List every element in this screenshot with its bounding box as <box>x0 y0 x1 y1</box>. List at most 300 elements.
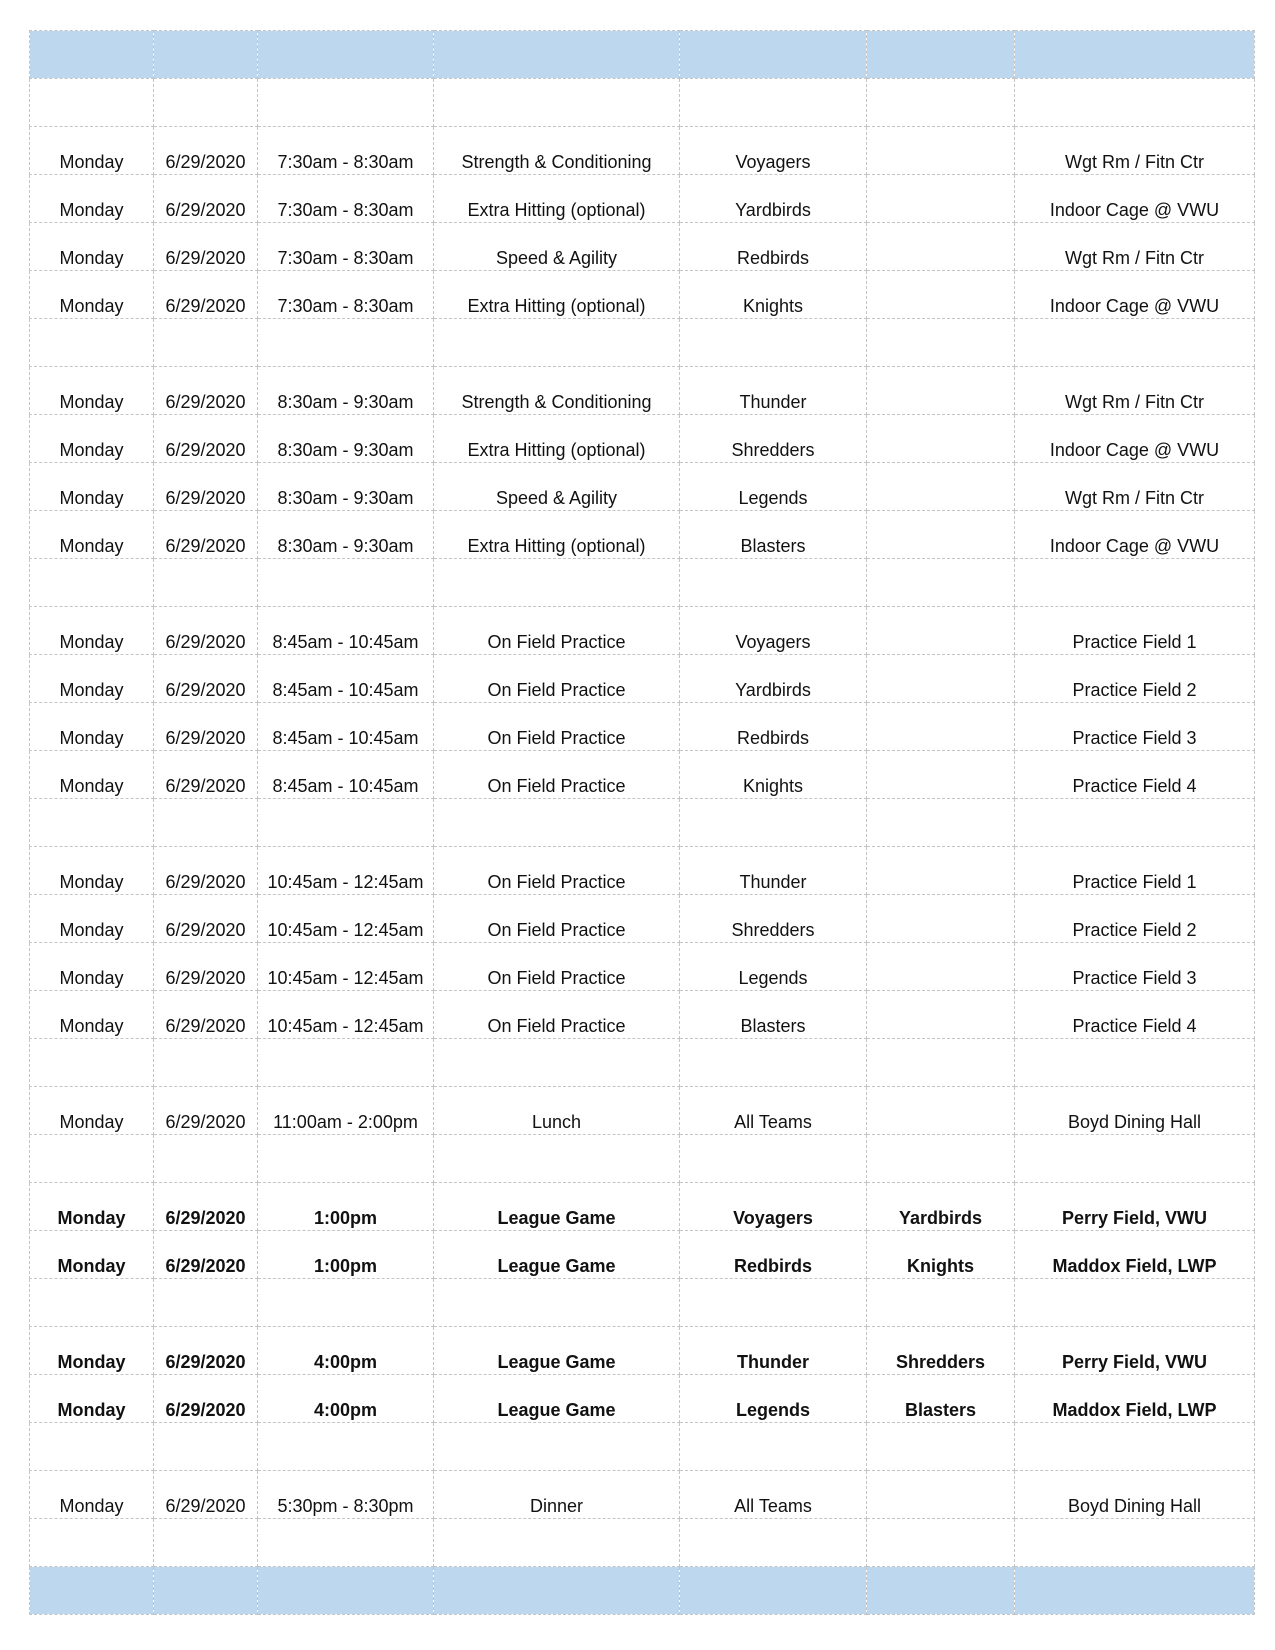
team-cell <box>680 319 867 367</box>
day-cell <box>30 1183 154 1231</box>
time-cell <box>258 895 434 943</box>
activity-cell <box>434 1087 680 1135</box>
time-cell <box>258 1327 434 1375</box>
opponent-cell <box>867 1375 1015 1423</box>
location-cell <box>1015 847 1255 895</box>
team-text: Yardbirds <box>735 200 811 220</box>
location-text: Practice Field 4 <box>1072 776 1197 796</box>
day-cell <box>30 991 154 1039</box>
team-cell <box>680 463 867 511</box>
opponent-cell <box>867 895 1015 943</box>
time-cell <box>258 1135 434 1183</box>
activity-text: On Field Practice <box>487 632 626 652</box>
blank-row <box>30 1519 1255 1567</box>
opponent-text: Blasters <box>904 1400 977 1420</box>
team-text: Knights <box>742 776 804 796</box>
location-cell <box>1015 79 1255 127</box>
location-cell <box>1015 1135 1255 1183</box>
date-text: 6/29/2020 <box>165 248 246 268</box>
team-text: Yardbirds <box>735 680 811 700</box>
team-cell <box>680 1519 867 1567</box>
blank-row <box>30 799 1255 847</box>
location-cell <box>1015 31 1255 79</box>
date-cell <box>154 223 258 271</box>
location-text: Perry Field, VWU <box>1061 1352 1208 1372</box>
location-text: Practice Field 1 <box>1072 632 1197 652</box>
opponent-cell <box>867 415 1015 463</box>
activity-cell <box>434 415 680 463</box>
date-text: 6/29/2020 <box>165 152 246 172</box>
location-cell <box>1015 463 1255 511</box>
day-text: Monday <box>59 440 124 460</box>
day-text: Monday <box>59 1112 124 1132</box>
day-cell <box>30 415 154 463</box>
location-text: Indoor Cage @ VWU <box>1049 440 1220 460</box>
event-row <box>30 415 1255 463</box>
opponent-cell <box>867 79 1015 127</box>
location-cell <box>1015 175 1255 223</box>
event-row <box>30 223 1255 271</box>
time-text: 8:30am - 9:30am <box>277 440 414 460</box>
location-text: Wgt Rm / Fitn Ctr <box>1065 248 1204 268</box>
opponent-cell <box>867 607 1015 655</box>
date-text: 6/29/2020 <box>165 728 246 748</box>
team-cell <box>680 1567 867 1615</box>
team-text: Shredders <box>731 920 815 940</box>
date-text: 6/29/2020 <box>165 392 246 412</box>
time-cell <box>258 559 434 607</box>
date-cell <box>154 1423 258 1471</box>
activity-cell <box>434 367 680 415</box>
time-text: 8:45am - 10:45am <box>272 632 419 652</box>
activity-text: Dinner <box>529 1496 584 1516</box>
day-text: Monday <box>59 488 124 508</box>
event-row <box>30 895 1255 943</box>
activity-cell <box>434 79 680 127</box>
time-text: 1:00pm <box>313 1208 378 1228</box>
opponent-cell <box>867 463 1015 511</box>
time-cell <box>258 847 434 895</box>
activity-cell <box>434 271 680 319</box>
date-cell <box>154 1183 258 1231</box>
activity-cell <box>434 943 680 991</box>
team-cell <box>680 847 867 895</box>
event-row <box>30 847 1255 895</box>
time-text: 5:30pm - 8:30pm <box>277 1496 414 1516</box>
team-text: Voyagers <box>735 632 811 652</box>
time-text: 7:30am - 8:30am <box>277 296 414 316</box>
team-text: Shredders <box>731 440 815 460</box>
date-text: 6/29/2020 <box>165 920 246 940</box>
time-text: 4:00pm <box>313 1352 378 1372</box>
location-cell <box>1015 1375 1255 1423</box>
header-band <box>30 31 1255 79</box>
location-text: Wgt Rm / Fitn Ctr <box>1065 488 1204 508</box>
activity-cell <box>434 1375 680 1423</box>
date-text: 6/29/2020 <box>165 488 246 508</box>
opponent-text: Knights <box>907 1256 974 1276</box>
blank-row <box>30 1135 1255 1183</box>
date-cell <box>154 367 258 415</box>
date-text: 6/29/2020 <box>165 296 246 316</box>
event-row <box>30 607 1255 655</box>
location-cell <box>1015 127 1255 175</box>
activity-cell <box>434 751 680 799</box>
team-cell <box>680 751 867 799</box>
opponent-cell <box>867 1567 1015 1615</box>
opponent-cell <box>867 1519 1015 1567</box>
team-cell <box>680 655 867 703</box>
day-cell <box>30 127 154 175</box>
opponent-cell <box>867 1327 1015 1375</box>
activity-cell <box>434 1327 680 1375</box>
activity-cell <box>434 175 680 223</box>
opponent-cell <box>867 847 1015 895</box>
time-text: 10:45am - 12:45am <box>267 872 424 892</box>
time-cell <box>258 1375 434 1423</box>
time-cell <box>258 607 434 655</box>
schedule-body <box>30 31 1255 1615</box>
location-text: Boyd Dining Hall <box>1067 1496 1202 1516</box>
day-text: Monday <box>57 1208 126 1228</box>
location-cell <box>1015 751 1255 799</box>
date-cell <box>154 1375 258 1423</box>
location-cell <box>1015 1231 1255 1279</box>
event-row <box>30 991 1255 1039</box>
date-text: 6/29/2020 <box>165 1256 246 1276</box>
date-text: 6/29/2020 <box>165 776 246 796</box>
time-cell <box>258 31 434 79</box>
activity-cell <box>434 223 680 271</box>
day-cell <box>30 799 154 847</box>
location-text: Practice Field 3 <box>1072 728 1197 748</box>
time-cell <box>258 271 434 319</box>
date-cell <box>154 1471 258 1519</box>
activity-cell <box>434 655 680 703</box>
blank-row <box>30 79 1255 127</box>
location-cell <box>1015 415 1255 463</box>
team-cell <box>680 559 867 607</box>
location-text: Wgt Rm / Fitn Ctr <box>1065 152 1204 172</box>
day-cell <box>30 175 154 223</box>
event-row <box>30 367 1255 415</box>
opponent-cell <box>867 319 1015 367</box>
activity-cell <box>434 895 680 943</box>
activity-text: Extra Hitting (optional) <box>467 536 646 556</box>
time-cell <box>258 127 434 175</box>
day-cell <box>30 31 154 79</box>
team-cell <box>680 415 867 463</box>
date-text: 6/29/2020 <box>165 968 246 988</box>
team-cell <box>680 1135 867 1183</box>
date-text: 6/29/2020 <box>165 1496 246 1516</box>
opponent-cell <box>867 943 1015 991</box>
location-cell <box>1015 271 1255 319</box>
team-cell <box>680 1471 867 1519</box>
activity-text: On Field Practice <box>487 920 626 940</box>
activity-text: League Game <box>497 1256 616 1276</box>
location-cell <box>1015 1087 1255 1135</box>
team-text: Voyagers <box>735 152 811 172</box>
location-cell <box>1015 1519 1255 1567</box>
date-cell <box>154 1135 258 1183</box>
team-cell <box>680 895 867 943</box>
location-text: Indoor Cage @ VWU <box>1049 200 1220 220</box>
day-cell <box>30 1279 154 1327</box>
day-cell <box>30 463 154 511</box>
date-cell <box>154 271 258 319</box>
location-text: Practice Field 2 <box>1072 920 1197 940</box>
header-band <box>30 1567 1255 1615</box>
day-cell <box>30 751 154 799</box>
date-cell <box>154 991 258 1039</box>
day-text: Monday <box>59 632 124 652</box>
location-text: Maddox Field, LWP <box>1052 1256 1217 1276</box>
team-text: Voyagers <box>733 1208 813 1228</box>
day-text: Monday <box>59 872 124 892</box>
event-row <box>30 655 1255 703</box>
team-cell <box>680 223 867 271</box>
date-cell <box>154 607 258 655</box>
location-cell <box>1015 1471 1255 1519</box>
team-text: Legends <box>738 968 808 988</box>
date-cell <box>154 1327 258 1375</box>
location-cell <box>1015 367 1255 415</box>
location-cell <box>1015 1327 1255 1375</box>
opponent-cell <box>867 127 1015 175</box>
date-text: 6/29/2020 <box>165 200 246 220</box>
day-text: Monday <box>59 392 124 412</box>
team-text: Blasters <box>740 536 806 556</box>
location-cell <box>1015 991 1255 1039</box>
opponent-cell <box>867 1231 1015 1279</box>
time-text: 11:00am - 2:00pm <box>273 1112 418 1132</box>
date-text: 6/29/2020 <box>165 440 246 460</box>
opponent-cell <box>867 703 1015 751</box>
day-cell <box>30 223 154 271</box>
opponent-cell <box>867 751 1015 799</box>
time-cell <box>258 1183 434 1231</box>
activity-text: Strength & Conditioning <box>461 152 652 172</box>
day-text: Monday <box>59 968 124 988</box>
activity-cell <box>434 703 680 751</box>
location-cell <box>1015 655 1255 703</box>
game-row <box>30 1375 1255 1423</box>
activity-cell <box>434 1135 680 1183</box>
date-cell <box>154 1279 258 1327</box>
time-cell <box>258 511 434 559</box>
location-cell <box>1015 943 1255 991</box>
activity-text: On Field Practice <box>487 776 626 796</box>
date-cell <box>154 1231 258 1279</box>
date-text: 6/29/2020 <box>165 1352 246 1372</box>
date-text: 6/29/2020 <box>165 680 246 700</box>
day-cell <box>30 1039 154 1087</box>
activity-text: On Field Practice <box>487 728 626 748</box>
time-cell <box>258 175 434 223</box>
date-cell <box>154 847 258 895</box>
opponent-cell <box>867 559 1015 607</box>
team-text: All Teams <box>734 1496 812 1516</box>
opponent-cell <box>867 1039 1015 1087</box>
team-text: Thunder <box>737 1352 809 1372</box>
time-cell <box>258 367 434 415</box>
day-cell <box>30 1327 154 1375</box>
date-cell <box>154 1039 258 1087</box>
day-text: Monday <box>59 296 124 316</box>
day-cell <box>30 847 154 895</box>
event-row <box>30 1471 1255 1519</box>
location-text: Practice Field 2 <box>1072 680 1197 700</box>
time-text: 8:30am - 9:30am <box>277 488 414 508</box>
blank-row <box>30 1039 1255 1087</box>
opponent-cell <box>867 511 1015 559</box>
time-cell <box>258 319 434 367</box>
day-cell <box>30 319 154 367</box>
time-text: 8:45am - 10:45am <box>272 776 419 796</box>
date-cell <box>154 1087 258 1135</box>
day-cell <box>30 1519 154 1567</box>
activity-text: Speed & Agility <box>495 248 618 268</box>
event-row <box>30 703 1255 751</box>
opponent-cell <box>867 799 1015 847</box>
team-cell <box>680 1327 867 1375</box>
activity-text: League Game <box>497 1352 616 1372</box>
activity-cell <box>434 1567 680 1615</box>
activity-cell <box>434 1423 680 1471</box>
event-row <box>30 175 1255 223</box>
opponent-cell <box>867 271 1015 319</box>
activity-text: Extra Hitting (optional) <box>467 296 646 316</box>
team-cell <box>680 1039 867 1087</box>
day-text: Monday <box>59 1016 124 1036</box>
team-text: Thunder <box>739 392 807 412</box>
opponent-cell <box>867 991 1015 1039</box>
activity-text: On Field Practice <box>487 1016 626 1036</box>
date-cell <box>154 415 258 463</box>
date-text: 6/29/2020 <box>165 632 246 652</box>
time-text: 10:45am - 12:45am <box>267 1016 424 1036</box>
time-cell <box>258 943 434 991</box>
blank-row <box>30 559 1255 607</box>
team-cell <box>680 1423 867 1471</box>
time-text: 4:00pm <box>313 1400 378 1420</box>
date-cell <box>154 943 258 991</box>
blank-row <box>30 319 1255 367</box>
date-cell <box>154 1519 258 1567</box>
activity-cell <box>434 1039 680 1087</box>
game-row <box>30 1231 1255 1279</box>
time-text: 7:30am - 8:30am <box>277 248 414 268</box>
date-cell <box>154 175 258 223</box>
activity-text: On Field Practice <box>487 872 626 892</box>
time-text: 1:00pm <box>313 1256 378 1276</box>
day-cell <box>30 1567 154 1615</box>
date-cell <box>154 655 258 703</box>
opponent-cell <box>867 1279 1015 1327</box>
opponent-cell <box>867 175 1015 223</box>
activity-cell <box>434 559 680 607</box>
time-cell <box>258 1231 434 1279</box>
activity-cell <box>434 1279 680 1327</box>
activity-text: Lunch <box>531 1112 582 1132</box>
time-text: 8:30am - 9:30am <box>277 392 414 412</box>
opponent-cell <box>867 31 1015 79</box>
opponent-cell <box>867 1423 1015 1471</box>
time-cell <box>258 1567 434 1615</box>
location-text: Wgt Rm / Fitn Ctr <box>1065 392 1204 412</box>
day-cell <box>30 1087 154 1135</box>
day-text: Monday <box>57 1256 126 1276</box>
day-text: Monday <box>59 536 124 556</box>
location-text: Boyd Dining Hall <box>1067 1112 1202 1132</box>
time-cell <box>258 1039 434 1087</box>
day-text: Monday <box>59 920 124 940</box>
time-text: 8:30am - 9:30am <box>277 536 414 556</box>
day-cell <box>30 607 154 655</box>
activity-cell <box>434 31 680 79</box>
opponent-cell <box>867 1471 1015 1519</box>
activity-text: League Game <box>497 1208 616 1228</box>
event-row <box>30 127 1255 175</box>
location-cell <box>1015 1039 1255 1087</box>
date-cell <box>154 1567 258 1615</box>
team-cell <box>680 1231 867 1279</box>
day-text: Monday <box>59 200 124 220</box>
date-cell <box>154 895 258 943</box>
date-cell <box>154 559 258 607</box>
date-cell <box>154 79 258 127</box>
activity-text: Strength & Conditioning <box>461 392 652 412</box>
time-cell <box>258 655 434 703</box>
day-cell <box>30 1135 154 1183</box>
time-cell <box>258 1519 434 1567</box>
event-row <box>30 1087 1255 1135</box>
location-text: Perry Field, VWU <box>1061 1208 1208 1228</box>
activity-cell <box>434 1471 680 1519</box>
team-cell <box>680 367 867 415</box>
day-text: Monday <box>59 152 124 172</box>
opponent-text: Shredders <box>895 1352 986 1372</box>
event-row <box>30 271 1255 319</box>
day-text: Monday <box>59 776 124 796</box>
date-cell <box>154 511 258 559</box>
event-row <box>30 943 1255 991</box>
time-cell <box>258 79 434 127</box>
activity-text: On Field Practice <box>487 968 626 988</box>
opponent-cell <box>867 1135 1015 1183</box>
date-cell <box>154 31 258 79</box>
opponent-cell <box>867 1183 1015 1231</box>
location-cell <box>1015 511 1255 559</box>
date-cell <box>154 463 258 511</box>
game-row <box>30 1183 1255 1231</box>
location-cell <box>1015 799 1255 847</box>
time-cell <box>258 1423 434 1471</box>
location-text: Practice Field 1 <box>1072 872 1197 892</box>
location-cell <box>1015 1183 1255 1231</box>
activity-cell <box>434 799 680 847</box>
team-text: Thunder <box>739 872 807 892</box>
opponent-cell <box>867 655 1015 703</box>
activity-text: Extra Hitting (optional) <box>467 440 646 460</box>
day-cell <box>30 1231 154 1279</box>
activity-cell <box>434 1231 680 1279</box>
date-cell <box>154 799 258 847</box>
activity-text: Speed & Agility <box>495 488 618 508</box>
location-text: Practice Field 4 <box>1072 1016 1197 1036</box>
team-text: Blasters <box>740 1016 806 1036</box>
